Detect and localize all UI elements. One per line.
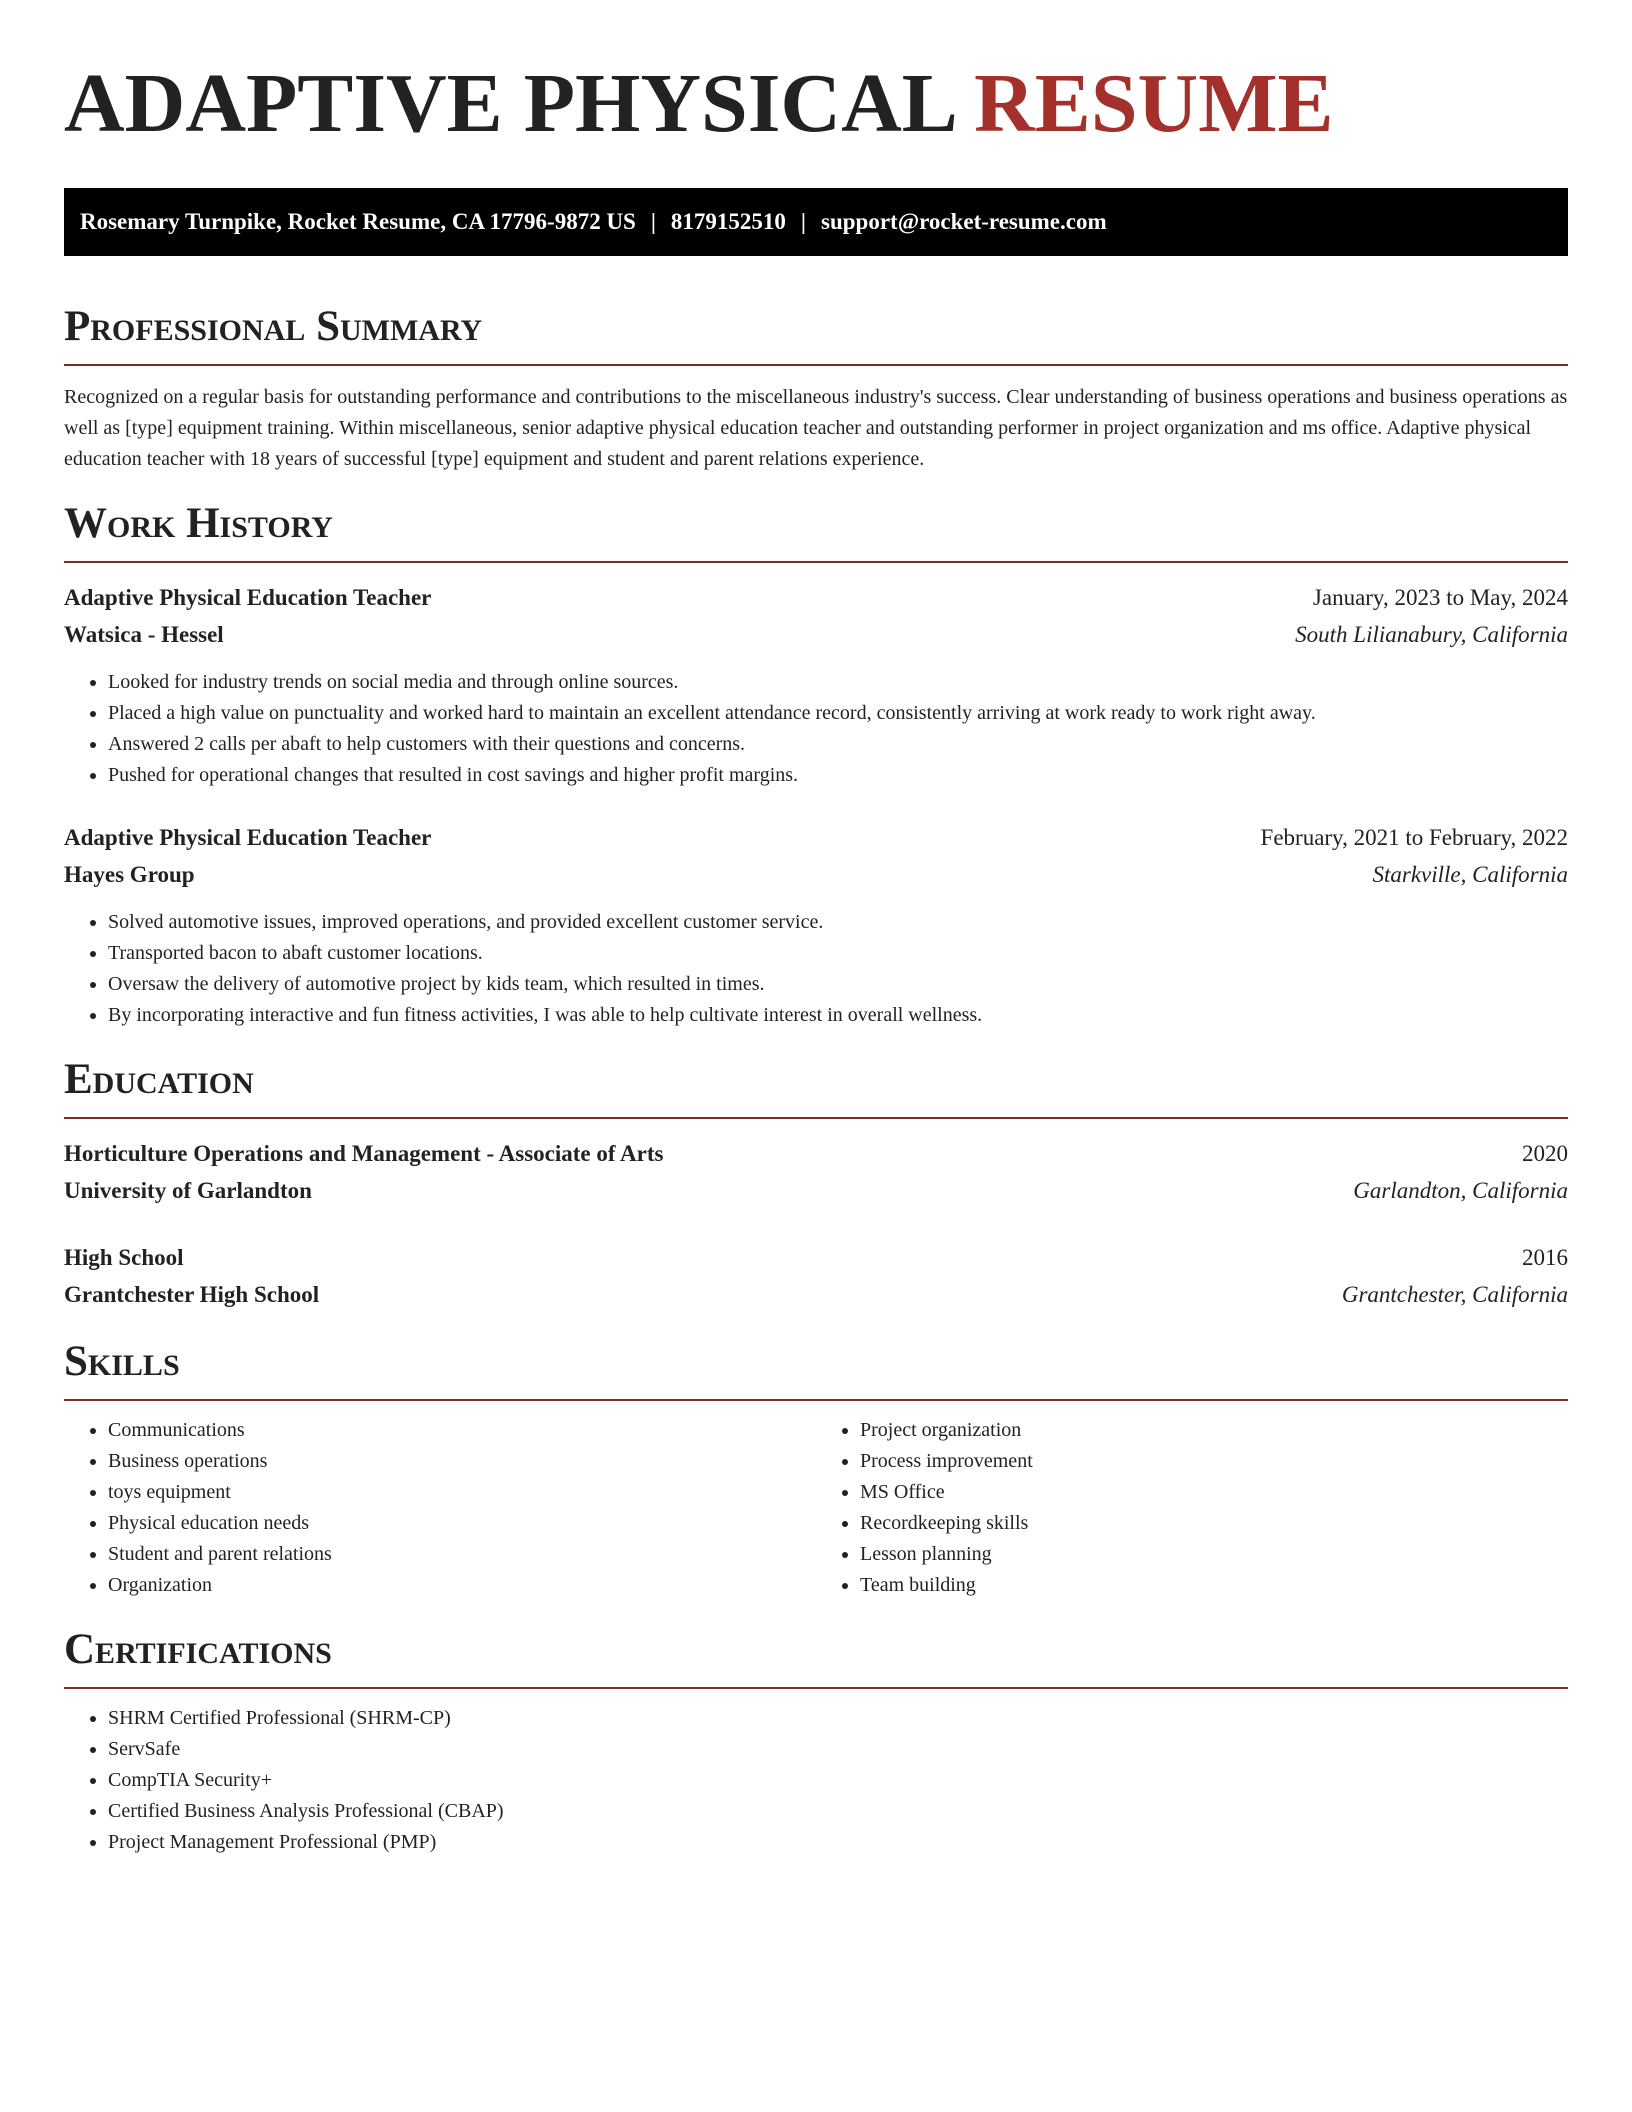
list-item: • Placed a high value on punctuality and worked hard to maintain an excellent attendance record, consistently arriving at work ready to work right away. bbox=[108, 698, 1568, 729]
summary-section bbox=[64, 302, 1568, 475]
list-item: • toys equipment bbox=[108, 1477, 816, 1508]
work-heading: Work History bbox=[64, 500, 333, 547]
list-item: • Solved automotive issues, improved operations, and provided excellent customer service. bbox=[108, 907, 1568, 938]
summary-text: Recognized on a regular basis for outstanding performance and contributions to the miscellaneous industry's success. Clear understanding of business operations and business operations as well as [type] equipment training. Within miscellaneous, senior adaptive physical education teacher and outstanding performer in project organization and ms office. Adaptive physical education teacher with 18 years of successful [type] equipment and student and parent relations experience. bbox=[64, 386, 1568, 470]
job-company: Watsica - Hessel bbox=[64, 622, 224, 647]
certifications-list bbox=[64, 1703, 1568, 1858]
education-location: Grantchester, California bbox=[1341, 1282, 1568, 1307]
certifications-heading: Certifications bbox=[64, 1626, 332, 1673]
title-accent: RESUME bbox=[974, 57, 1334, 150]
list-item: • Business operations bbox=[108, 1446, 816, 1477]
education-school-row bbox=[64, 1276, 1568, 1313]
work-section bbox=[64, 499, 1568, 1031]
list-item: • Recordkeeping skills bbox=[860, 1508, 1568, 1539]
list-item: • MS Office bbox=[860, 1477, 1568, 1508]
list-item: • Oversaw the delivery of automotive project by kids team, which resulted in times. bbox=[108, 969, 1568, 1000]
list-item: • Answered 2 calls per abaft to help customers with their questions and concerns. bbox=[108, 729, 1568, 760]
section-divider bbox=[64, 561, 1568, 563]
list-item: • CompTIA Security+ bbox=[108, 1765, 1568, 1796]
education-heading: Education bbox=[64, 1056, 254, 1103]
job-company-row bbox=[64, 616, 1568, 653]
skills-column-right bbox=[816, 1415, 1568, 1601]
education-location: Garlandton, California bbox=[1353, 1178, 1568, 1203]
job-company-row bbox=[64, 856, 1568, 893]
job-title: Adaptive Physical Education Teacher bbox=[64, 585, 432, 610]
job-location: South Lilianabury, California bbox=[1295, 622, 1568, 647]
contact-phone[interactable]: 8179152510 bbox=[670, 209, 786, 234]
education-entry bbox=[64, 1239, 1568, 1313]
skills-column-left bbox=[64, 1415, 816, 1601]
list-item: • Looked for industry trends on social media and through online sources. bbox=[108, 667, 1568, 698]
list-item: • Communications bbox=[108, 1415, 816, 1446]
section-divider bbox=[64, 1399, 1568, 1401]
list-item: • Project organization bbox=[860, 1415, 1568, 1446]
job-dates: January, 2023 to May, 2024 bbox=[1312, 585, 1568, 610]
job-dates: February, 2021 to February, 2022 bbox=[1260, 825, 1568, 850]
list-item: • Project Management Professional (PMP) bbox=[108, 1827, 1568, 1858]
job-company: Hayes Group bbox=[64, 862, 195, 887]
list-item: • By incorporating interactive and fun fitness activities, I was able to help cultivate interest in overall wellness. bbox=[108, 1000, 1568, 1031]
resume-title bbox=[64, 58, 1568, 150]
summary-heading: Professional Summary bbox=[64, 303, 483, 350]
list-item: • Process improvement bbox=[860, 1446, 1568, 1477]
education-degree: High School bbox=[64, 1245, 184, 1270]
list-item: • Lesson planning bbox=[860, 1539, 1568, 1570]
skills-grid bbox=[64, 1415, 1568, 1601]
education-school-row bbox=[64, 1172, 1568, 1209]
education-section bbox=[64, 1055, 1568, 1313]
job-header-row bbox=[64, 819, 1568, 856]
certifications-section bbox=[64, 1625, 1568, 1858]
job-location: Starkville, California bbox=[1372, 862, 1568, 887]
contact-separator: | bbox=[650, 209, 656, 234]
skills-heading: Skills bbox=[64, 1338, 180, 1385]
list-item: • Student and parent relations bbox=[108, 1539, 816, 1570]
contact-address: Rosemary Turnpike, Rocket Resume, CA 17796-9872 US bbox=[80, 209, 636, 234]
list-item: • Certified Business Analysis Professional (CBAP) bbox=[108, 1796, 1568, 1827]
education-header-row bbox=[64, 1135, 1568, 1172]
list-item: • SHRM Certified Professional (SHRM-CP) bbox=[108, 1703, 1568, 1734]
contact-email[interactable]: support@rocket-resume.com bbox=[821, 209, 1107, 234]
education-entry bbox=[64, 1135, 1568, 1209]
education-degree: Horticulture Operations and Management - Associate of Arts bbox=[64, 1141, 664, 1166]
list-item: • Team building bbox=[860, 1570, 1568, 1601]
list-item: • Pushed for operational changes that resulted in cost savings and higher profit margins. bbox=[108, 760, 1568, 791]
contact-bar bbox=[64, 188, 1568, 256]
education-school: University of Garlandton bbox=[64, 1178, 312, 1203]
education-year: 2016 bbox=[1522, 1245, 1568, 1270]
contact-separator: | bbox=[800, 209, 806, 234]
job-entry bbox=[64, 819, 1568, 1031]
title-main: ADAPTIVE PHYSICAL bbox=[64, 57, 954, 150]
job-title: Adaptive Physical Education Teacher bbox=[64, 825, 432, 850]
section-divider bbox=[64, 1117, 1568, 1119]
job-bullets bbox=[64, 907, 1568, 1031]
list-item: • Transported bacon to abaft customer locations. bbox=[108, 938, 1568, 969]
list-item: • ServSafe bbox=[108, 1734, 1568, 1765]
job-header-row bbox=[64, 579, 1568, 616]
education-header-row bbox=[64, 1239, 1568, 1276]
list-item: • Organization bbox=[108, 1570, 816, 1601]
section-divider bbox=[64, 1687, 1568, 1689]
section-divider bbox=[64, 364, 1568, 366]
education-school: Grantchester High School bbox=[64, 1282, 320, 1307]
job-bullets bbox=[64, 667, 1568, 791]
education-year: 2020 bbox=[1522, 1141, 1568, 1166]
list-item: • Physical education needs bbox=[108, 1508, 816, 1539]
job-entry bbox=[64, 579, 1568, 791]
skills-section bbox=[64, 1337, 1568, 1601]
